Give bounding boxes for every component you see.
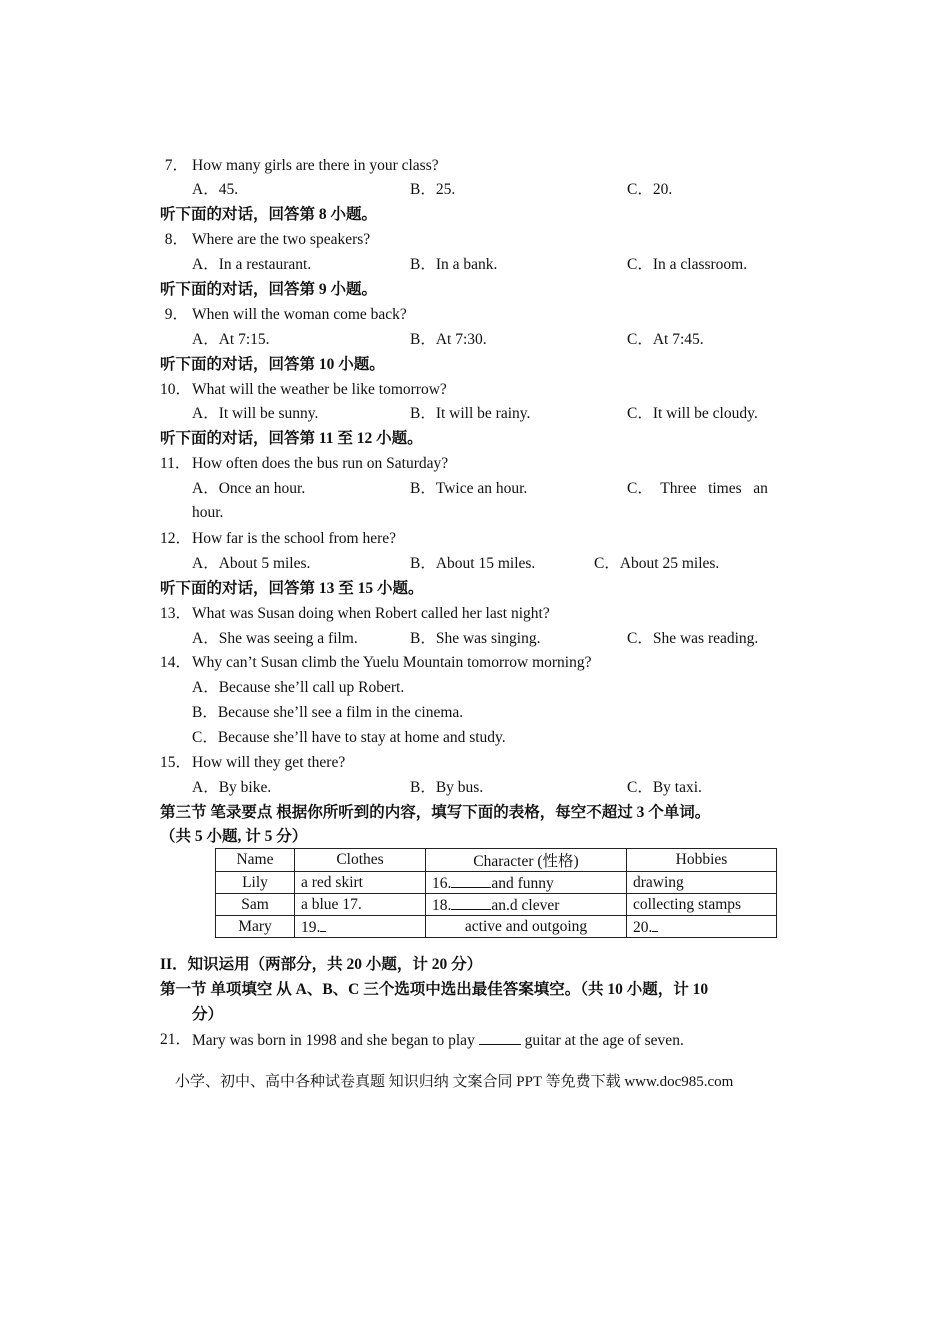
blank-number: 16. [432,874,452,892]
footer-text: 小学、初中、高中各种试卷真题 知识归纳 文案合同 PPT 等免费下载 www.doc985.com [175,1074,734,1090]
cell-text: and funny [491,874,554,892]
question-text-post: guitar at the age of seven. [520,1032,684,1049]
header-hobbies: Hobbies [627,849,777,872]
option-c-continued: hour. [192,504,224,521]
section-1-heading: 第一节 单项填空 从 A、B、C 三个选项中选出最佳答案填空。（共 10 小题，计 10 [160,981,709,998]
cell-clothes [295,916,426,938]
option-a: A．45. [192,181,239,198]
option-c: C．At 7:45. [627,331,704,348]
option-a: A．Because she’ll call up Robert. [192,679,405,696]
option-a: A．By bike. [192,779,272,796]
cell-name: Sam [216,894,295,916]
question-text: When will the woman come back? [192,306,407,323]
section-3-heading: 第三节 笔录要点 根据你所听到的内容，填写下面的表格，每空不超过 3 个单词。 [160,804,711,821]
notes-table [215,848,777,938]
question-number: 9． [164,306,188,323]
table-row [216,916,777,938]
cell-clothes: a red skirt [295,872,426,894]
blank-number: 19. [301,918,321,936]
question-text: How often does the bus run on Saturday? [192,455,449,472]
option-a: A．About 5 miles. [192,555,311,572]
question-number: 13． [160,605,192,622]
option-b: B．By bus. [410,779,484,796]
cell-character: active and outgoing [426,916,627,938]
question-text: How many girls are there in your class? [192,157,439,174]
cell-name: Lily [216,872,295,894]
blank-number: 18. [432,896,452,914]
table-row [216,894,777,916]
question-text: Why can’t Susan climb the Yuelu Mountain tomorrow morning? [192,654,592,671]
table-row [216,872,777,894]
cell-hobby [627,916,777,938]
cell-hobby: drawing [627,872,777,894]
answer-blank-19[interactable] [320,917,326,932]
question-text: How far is the school from here? [192,530,397,547]
option-c: C．Because she’ll have to stay at home and study. [192,729,506,746]
question-number: 15． [160,754,192,771]
header-character: Character (性格) [426,849,627,872]
option-a: A．Once an hour. [192,480,306,497]
instruction-9: 听下面的对话，回答第 9 小题。 [160,281,378,298]
question-number: 21． [160,1031,192,1048]
option-b: B．Twice an hour. [410,480,528,497]
answer-blank-18[interactable] [451,895,491,910]
question-text: Where are the two speakers? [192,231,371,248]
cell-clothes: a blue 17. [295,894,426,916]
option-a: A．It will be sunny. [192,405,319,422]
header-name: Name [216,849,295,872]
answer-blank-16[interactable] [451,873,491,888]
option-b: B．At 7:30. [410,331,487,348]
question-number: 10． [160,381,192,398]
option-c: C． Three times an [627,480,768,497]
instruction-13-15: 听下面的对话，回答第 13 至 15 小题。 [160,580,424,597]
cell-text: an.d clever [491,896,560,914]
option-a: A．In a restaurant. [192,256,312,273]
option-c: C．It will be cloudy. [627,405,758,422]
option-c: C．20. [627,181,673,198]
header-clothes: Clothes [295,849,426,872]
instruction-10: 听下面的对话，回答第 10 小题。 [160,356,385,373]
option-b: B．25. [410,181,456,198]
question-text [192,1030,684,1051]
question-number: 12． [160,530,192,547]
cell-name: Mary [216,916,295,938]
option-a: A．At 7:15. [192,331,270,348]
option-b: B．About 15 miles. [410,555,536,572]
option-b: B．Because she’ll see a film in the cinema. [192,704,464,721]
question-text: What was Susan doing when Robert called her last night? [192,605,550,622]
question-text: What will the weather be like tomorrow? [192,381,447,398]
option-b: B．She was singing. [410,630,541,647]
question-number: 8． [164,231,188,248]
question-number: 7． [164,157,188,174]
question-number: 11． [160,455,191,472]
option-c: C．In a classroom. [627,256,748,273]
option-a: A．She was seeing a film. [192,630,358,647]
answer-blank-21[interactable] [479,1030,521,1045]
cell-character [426,894,627,916]
question-number: 14． [160,654,192,671]
section-3-score: （共 5 小题, 计 5 分） [160,828,308,845]
question-text: How will they get there? [192,754,346,771]
part-2-heading: II．知识运用（两部分，共 20 小题，计 20 分） [160,956,483,973]
table-header-row [216,849,777,872]
instruction-11-12: 听下面的对话，回答第 11 至 12 小题。 [160,430,423,447]
blank-number: 20. [633,918,653,936]
cell-character [426,872,627,894]
cell-hobby: collecting stamps [627,894,777,916]
question-text-pre: Mary was born in 1998 and she began to play [192,1032,479,1049]
option-b: B．In a bank. [410,256,498,273]
instruction-8: 听下面的对话，回答第 8 小题。 [160,206,378,223]
option-c: C．By taxi. [627,779,702,796]
option-c: C．She was reading. [627,630,759,647]
answer-blank-20[interactable] [652,917,658,932]
option-c: C．About 25 miles. [594,555,720,572]
option-b: B．It will be rainy. [410,405,531,422]
section-1-heading-cont: 分） [192,1006,224,1023]
